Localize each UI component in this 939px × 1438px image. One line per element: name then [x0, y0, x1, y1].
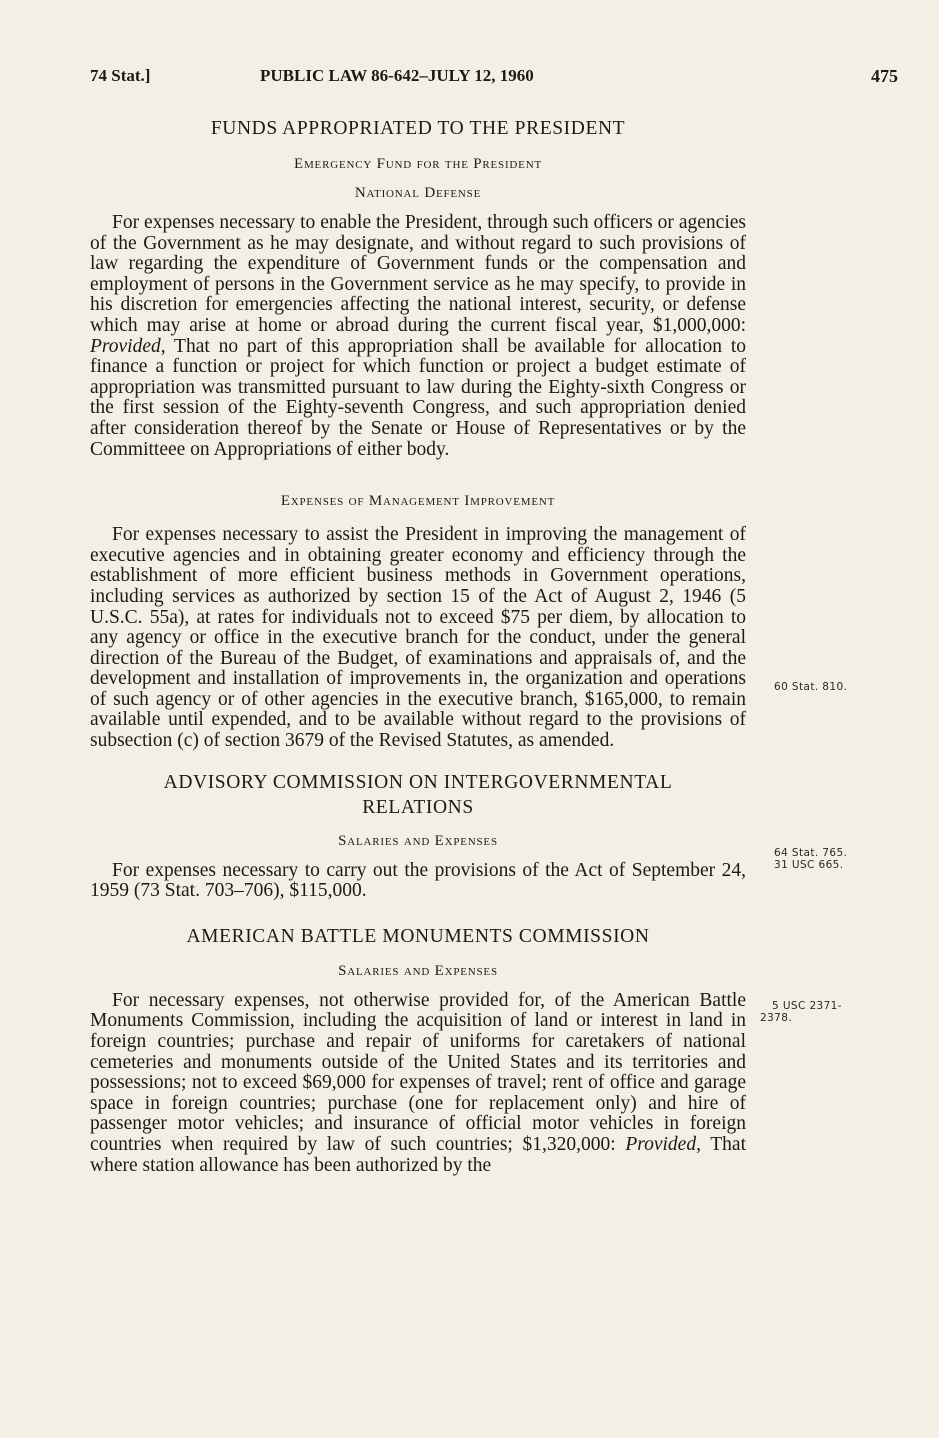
margin-note-line: 2378.: [760, 1012, 793, 1024]
section-title-battle-monuments: AMERICAN BATTLE MONUMENTS COMMISSION: [186, 925, 650, 947]
funds-paragraph: [90, 213, 746, 460]
battle-paragraph: [90, 991, 746, 1176]
running-header: [90, 66, 900, 92]
section-title-advisory-line1: ADVISORY COMMISSION ON INTERGOVERNMENTAL: [163, 771, 673, 793]
margin-note-60-stat-810: 60 Stat. 810.: [774, 681, 848, 693]
section-title-advisory-line2: RELATIONS: [362, 796, 474, 818]
subheading-battle-salaries: Salaries and Expenses: [338, 962, 498, 979]
margin-note-line: 5 USC 2371-: [772, 1000, 842, 1012]
funds-text-1: For expenses necessary to enable the President, through such officers or agencies of the Government as he may designate, and without regard to such provisions of law regarding the expenditure of Government funds or the compensation and employment of persons in the Government service as he may specify, to provide in his discretion for emergencies affecting the national interest, security, or defense which may arise at home or abroad during the current fiscal year, $1,000,000:: [90, 212, 746, 336]
advisory-paragraph: For expenses necessary to carry out the provisions of the Act of September 24, 1959 (73 Stat. 703–706), $115,000.: [90, 859, 746, 902]
management-paragraph: For expenses necessary to assist the President in improving the management of executive agencies and in obtaining greater economy and efficiency through the establishment of more efficient business methods in Government operations, including services as authorized by section 15 of the Act of August 2, 1946 (5 U.S.C. 55a), at rates for individuals not to exceed $75 per diem, by allocation to any agency or office in the executive branch for the conduct, under the general direction of the Bureau of the Budget, of examinations and appraisals of, and the development and installation of improvements in, the organization and operations of such agency or of other agencies in the executive branch, $165,000, to remain available until expended, and to be available without regard to the provisions of subsection (c) of section 3679 of the Revised Statutes, as amended.: [90, 524, 746, 752]
main-text-column: [90, 108, 746, 1176]
margin-note-5-usc-2371: [760, 1000, 842, 1024]
section-title-funds: FUNDS APPROPRIATED TO THE PRESIDENT: [210, 118, 626, 139]
statute-volume: 74 Stat.]: [90, 66, 151, 85]
subheading-national-defense: National Defense: [354, 185, 482, 201]
public-law-title: PUBLIC LAW 86-642–JULY 12, 1960: [260, 66, 534, 85]
margin-note-line: 64 Stat. 765.: [774, 847, 848, 859]
battle-text-1: For necessary expenses, not otherwise provided for, of the American Battle Monuments Commission, including the acquisition of land or interest in land in foreign countries; purchase and repair of uniforms for caretakers of national cemeteries and monuments outside of the United States and its territories and possessions; not to exceed $69,000 for expenses of travel; rent of office and garage space in foreign countries; purchase (one for replacement only) and hire of passenger motor vehicles; and insurance of official motor vehicles in foreign countries when required by law of such countries; $1,320,000:: [90, 989, 746, 1155]
funds-provided: Provided: [90, 335, 161, 357]
margin-note-line: 31 USC 665.: [774, 859, 844, 871]
margin-note-64-stat-765: [774, 847, 847, 871]
subheading-management-improvement: Expenses of Management Improvement: [280, 493, 556, 510]
subheading-emergency-fund: Emergency Fund for the President: [294, 156, 542, 172]
page-number: 475: [871, 66, 898, 86]
battle-provided: Provided: [625, 1134, 697, 1155]
funds-text-2: , That no part of this appropriation shall be available for allocation to finance a function or project for which function or project a budget estimate of appropriation was transmitted pursuant to law during the Eighty-sixth Congress or the first session of the Eighty-seventh Congress, and such appropriation denied after consideration thereof by the Senate or House of Representatives or by the Committeee on Appropriations of either body.: [90, 335, 746, 460]
subheading-advisory-salaries: Salaries and Expenses: [338, 832, 498, 849]
battle-text-2: , That where station allowance has been authorized by the: [90, 1134, 746, 1176]
